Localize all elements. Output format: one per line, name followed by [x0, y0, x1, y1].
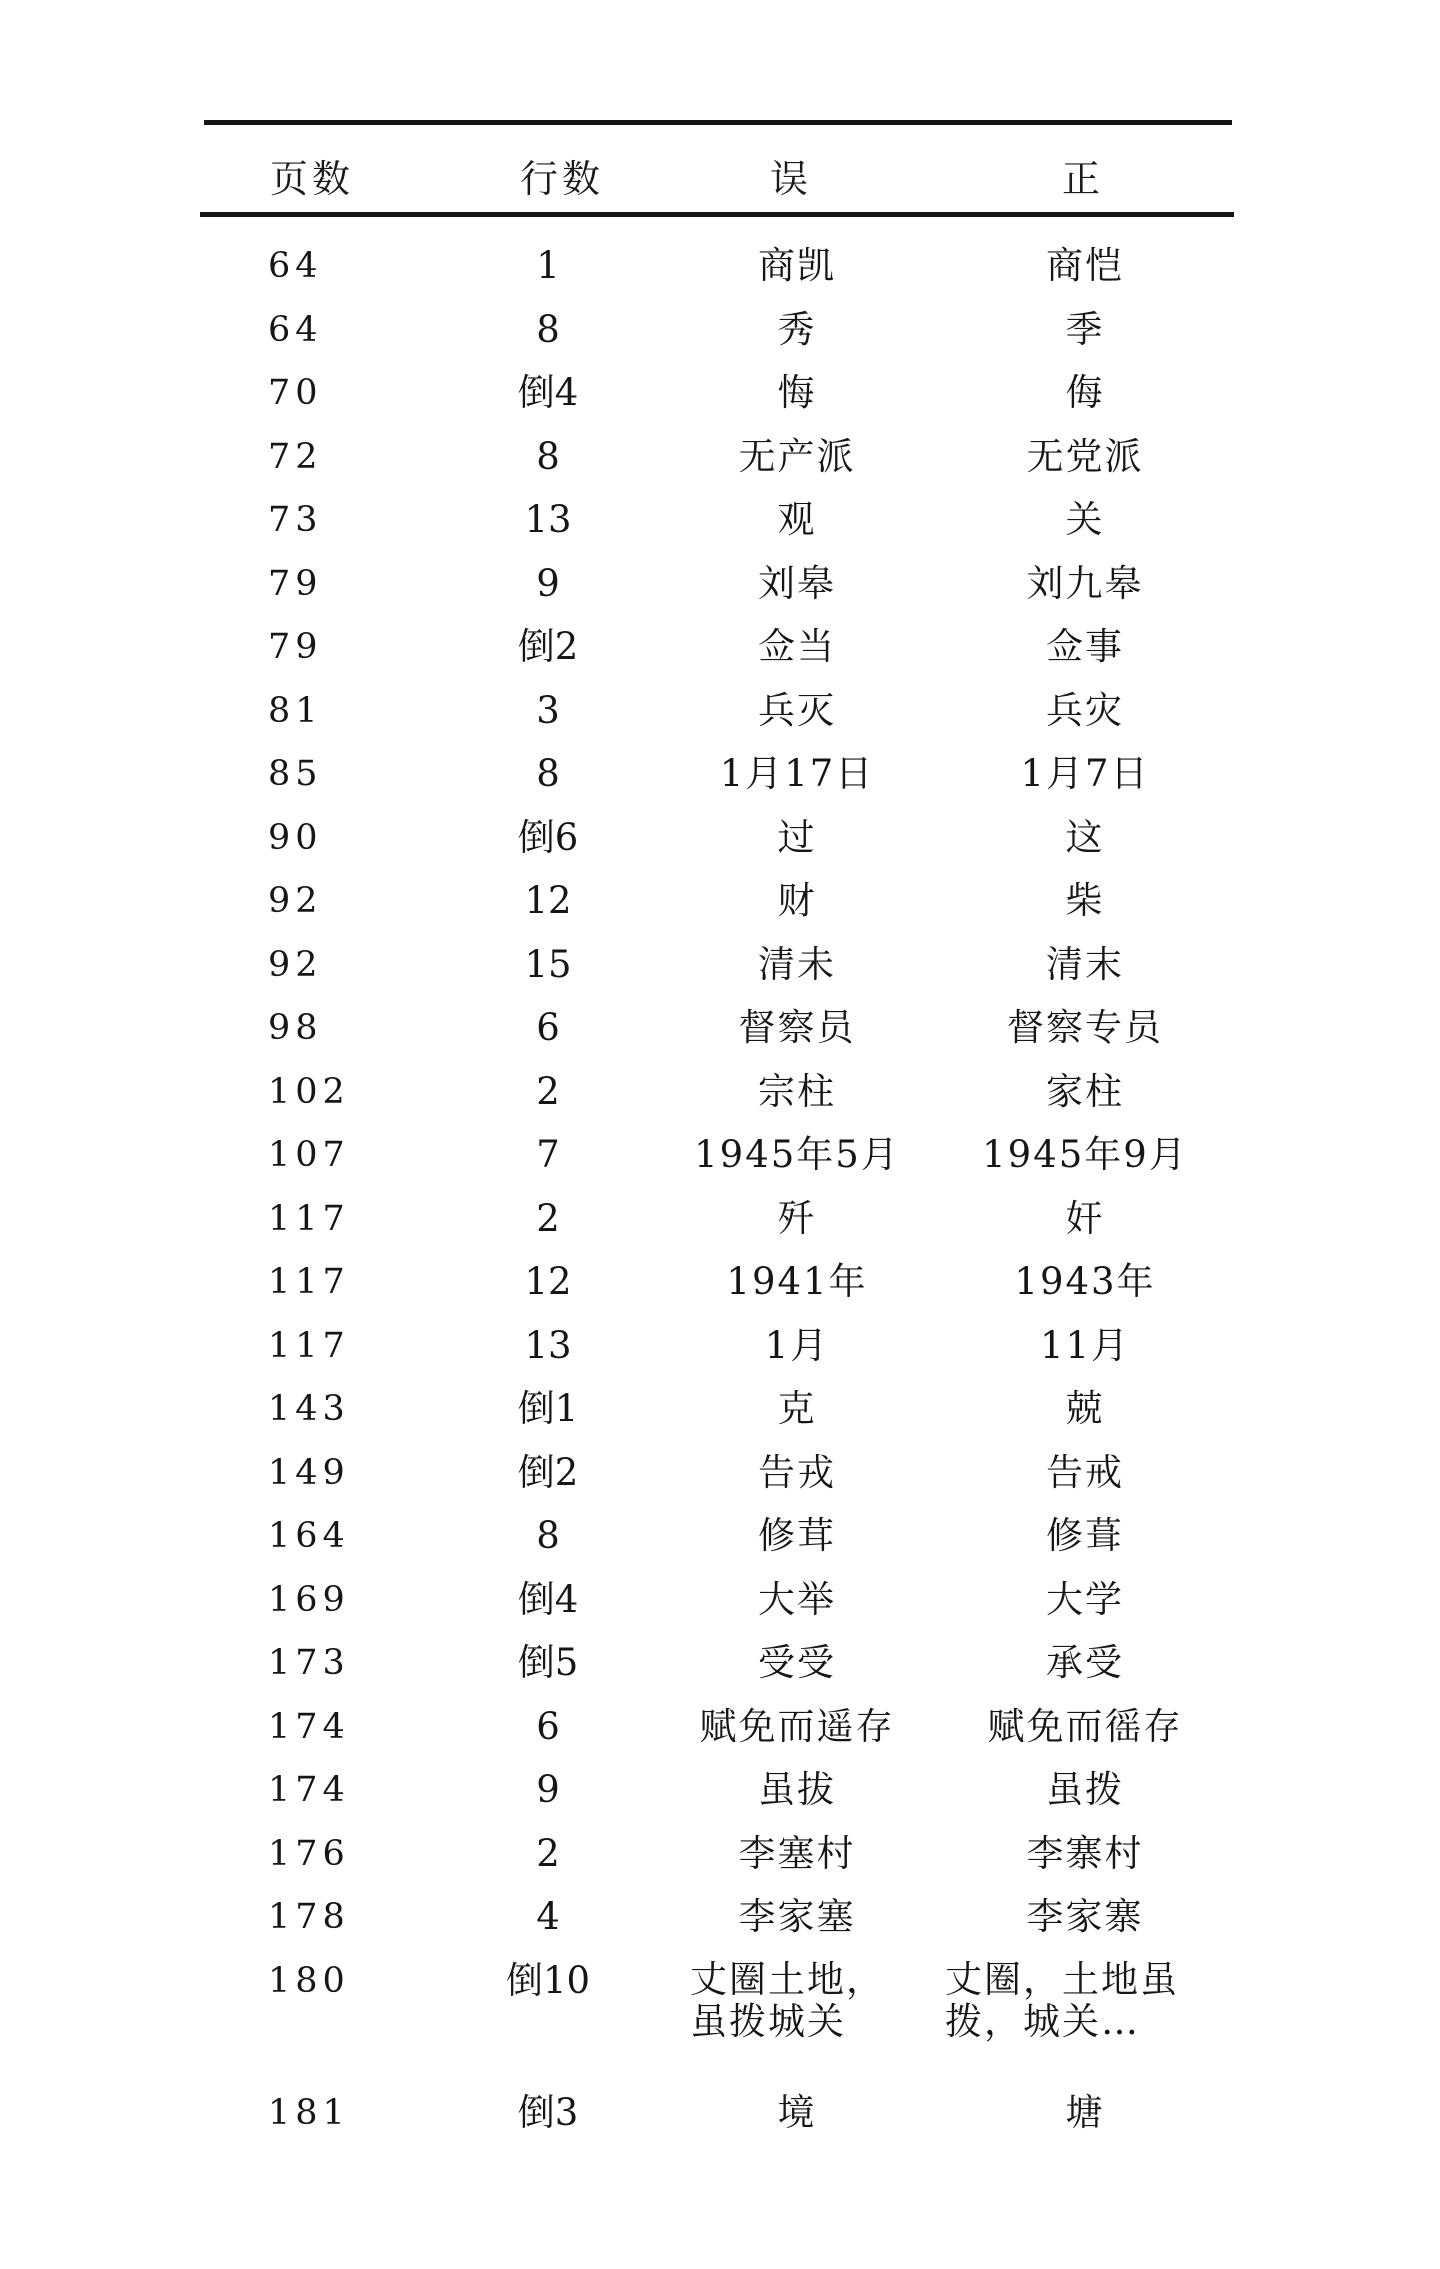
row-page: 117: [268, 1325, 350, 1366]
table-row: [0, 875, 1440, 939]
row-line: 倒4: [517, 371, 579, 414]
table-row: [0, 240, 1440, 304]
row-page: 176: [268, 1833, 350, 1874]
row-line: 倒2: [517, 1450, 579, 1494]
row-page: 180: [268, 1960, 350, 2001]
row-wrong: 克: [777, 1387, 817, 1430]
row-wrong: 宗柱: [758, 1069, 836, 1113]
row-line: 倒4: [517, 1577, 579, 1621]
row-right: 告戒: [1046, 1450, 1124, 1494]
row-right: 家柱: [1046, 1069, 1124, 1113]
row-wrong: 告戎: [758, 1450, 836, 1494]
table-row: [0, 1447, 1440, 1511]
row-wrong: 刘皋: [758, 561, 836, 605]
row-page: 81: [268, 690, 323, 731]
row-line: 6: [536, 1006, 560, 1049]
table-row: [0, 1510, 1440, 1574]
table-row: [0, 558, 1440, 622]
row-wrong: 佥当: [758, 625, 836, 668]
row-wrong: 境: [777, 2090, 817, 2134]
table-row: [0, 748, 1440, 812]
table-row: [0, 1193, 1440, 1257]
row-right: 1月7日: [1020, 752, 1150, 795]
row-right: 这: [1065, 815, 1105, 859]
row-line: 2: [536, 1069, 560, 1113]
row-page: 98: [268, 1008, 323, 1048]
row-page: 79: [268, 627, 323, 667]
table-row: [0, 1002, 1440, 1066]
table-row: [0, 494, 1440, 558]
row-page: 164: [268, 1516, 350, 1556]
row-wrong: 过: [777, 815, 817, 859]
row-right: 修葺: [1046, 1514, 1124, 1557]
row-right: 兢: [1065, 1387, 1105, 1430]
table-row: [0, 1955, 1440, 2077]
row-right: 柴: [1065, 879, 1105, 922]
row-wrong: 1941年: [726, 1260, 868, 1303]
row-right: 承受: [1046, 1641, 1124, 1684]
row-wrong: 赋免而遥存: [699, 1704, 895, 1748]
row-page: 169: [268, 1579, 350, 1620]
row-wrong: 1月17日: [719, 752, 875, 795]
row-right: 商恺: [1046, 244, 1124, 287]
row-right: 丈圈，土地虽拨，城关…: [945, 1957, 1179, 2043]
row-wrong: 商凯: [758, 244, 836, 287]
row-line: 13: [524, 498, 572, 541]
row-wrong: 财: [777, 879, 817, 922]
row-page: 70: [268, 373, 323, 413]
row-wrong: 丈圈土地，虽拨城关: [690, 1957, 885, 2043]
table-row: [0, 367, 1440, 431]
row-line: 1: [536, 244, 560, 287]
row-page: 92: [268, 944, 323, 985]
row-wrong: 歼: [777, 1196, 817, 1240]
row-right: 奸: [1065, 1196, 1105, 1240]
row-page: 181: [268, 2092, 350, 2133]
row-right: 大学: [1046, 1577, 1124, 1621]
row-wrong: 观: [777, 498, 817, 541]
row-line: 12: [524, 879, 572, 922]
row-page: 90: [268, 817, 323, 858]
row-page: 143: [268, 1389, 350, 1429]
table-row: [0, 1828, 1440, 1892]
row-right: 无党派: [1026, 434, 1144, 478]
row-page: 178: [268, 1897, 350, 1937]
row-page: 64: [268, 309, 323, 350]
row-line: 8: [536, 752, 560, 795]
row-line: 倒2: [517, 625, 579, 668]
row-right: 督察专员: [1007, 1006, 1163, 1049]
row-line: 2: [536, 1196, 560, 1240]
row-right: 1945年9月: [982, 1133, 1188, 1176]
row-right: 佥事: [1046, 625, 1124, 668]
row-line: 倒3: [517, 2090, 579, 2134]
row-page: 79: [268, 563, 323, 604]
table-row: [0, 1256, 1440, 1320]
row-wrong: 悔: [777, 371, 817, 414]
table-row: [0, 1637, 1440, 1701]
row-right: 塘: [1065, 2090, 1105, 2134]
table-row: [0, 621, 1440, 685]
row-page: 174: [268, 1770, 350, 1810]
row-line: 2: [536, 1831, 560, 1875]
row-page: 64: [268, 246, 323, 286]
row-line: 倒10: [505, 1958, 591, 2002]
row-line: 8: [536, 1514, 560, 1557]
row-right: 刘九皋: [1026, 561, 1144, 605]
header-page: 页数: [270, 157, 355, 201]
errata-table: [0, 240, 1440, 2150]
row-line: 8: [536, 307, 560, 351]
row-page: 107: [268, 1135, 350, 1175]
row-right: 清末: [1046, 942, 1124, 986]
row-line: 倒1: [517, 1387, 579, 1430]
row-page: 174: [268, 1706, 350, 1747]
top-rule: [204, 120, 1232, 125]
row-right: 季: [1065, 307, 1105, 351]
table-row: [0, 1891, 1440, 1955]
row-wrong: 秀: [777, 307, 817, 351]
row-wrong: 兵灭: [758, 688, 836, 732]
header-right: 正: [1062, 157, 1105, 201]
header-wrong: 误: [770, 157, 813, 201]
row-line: 13: [524, 1323, 572, 1367]
row-right: 1943年: [1014, 1260, 1156, 1303]
row-page: 73: [268, 500, 323, 540]
table-row: [0, 1764, 1440, 1828]
row-right: 李家寨: [1026, 1895, 1144, 1938]
row-wrong: 督察员: [738, 1006, 856, 1049]
table-row: [0, 2087, 1440, 2151]
table-row: [0, 1701, 1440, 1765]
row-page: 117: [268, 1198, 350, 1239]
row-page: 92: [268, 881, 323, 921]
row-page: 85: [268, 754, 323, 794]
row-right: 侮: [1065, 371, 1105, 414]
row-page: 102: [268, 1071, 350, 1112]
row-line: 4: [536, 1895, 560, 1938]
row-line: 9: [536, 1768, 560, 1811]
table-row: [0, 1320, 1440, 1384]
table-row: [0, 812, 1440, 876]
row-line: 6: [536, 1704, 560, 1748]
table-header: [0, 140, 1440, 200]
row-wrong: 修茸: [758, 1514, 836, 1557]
row-page: 149: [268, 1452, 350, 1493]
row-wrong: 受受: [758, 1641, 836, 1684]
row-page: 173: [268, 1643, 350, 1683]
table-row: [0, 304, 1440, 368]
row-wrong: 1月: [764, 1323, 830, 1367]
row-right: 关: [1065, 498, 1105, 541]
row-right: 11月: [1039, 1323, 1131, 1367]
row-right: 兵灾: [1046, 688, 1124, 732]
row-wrong: 1945年5月: [694, 1133, 900, 1176]
row-wrong: 清未: [758, 942, 836, 986]
row-wrong: 大举: [758, 1577, 836, 1621]
row-right: 赋免而徭存: [987, 1704, 1183, 1748]
row-wrong: 李塞村: [738, 1831, 856, 1875]
row-line: 7: [536, 1133, 560, 1176]
row-page: 117: [268, 1262, 350, 1302]
table-row: [0, 1129, 1440, 1193]
row-line: 8: [536, 434, 560, 478]
row-line: 12: [524, 1260, 572, 1303]
table-row: [0, 431, 1440, 495]
row-line: 15: [524, 942, 572, 986]
row-wrong: 无产派: [738, 434, 856, 478]
table-row: [0, 1383, 1440, 1447]
row-right: 虽拨: [1046, 1768, 1124, 1811]
row-page: 72: [268, 436, 323, 477]
row-line: 3: [536, 688, 560, 732]
row-right: 李寨村: [1026, 1831, 1144, 1875]
table-row: [0, 1066, 1440, 1130]
header-line: 行数: [520, 157, 605, 201]
row-wrong: 虽拔: [758, 1768, 836, 1811]
row-line: 9: [536, 561, 560, 605]
row-line: 倒5: [517, 1641, 579, 1684]
table-row: [0, 939, 1440, 1003]
row-line: 倒6: [517, 815, 579, 859]
header-rule: [200, 212, 1234, 217]
table-row: [0, 685, 1440, 749]
table-row: [0, 1574, 1440, 1638]
row-wrong: 李家塞: [738, 1895, 856, 1938]
